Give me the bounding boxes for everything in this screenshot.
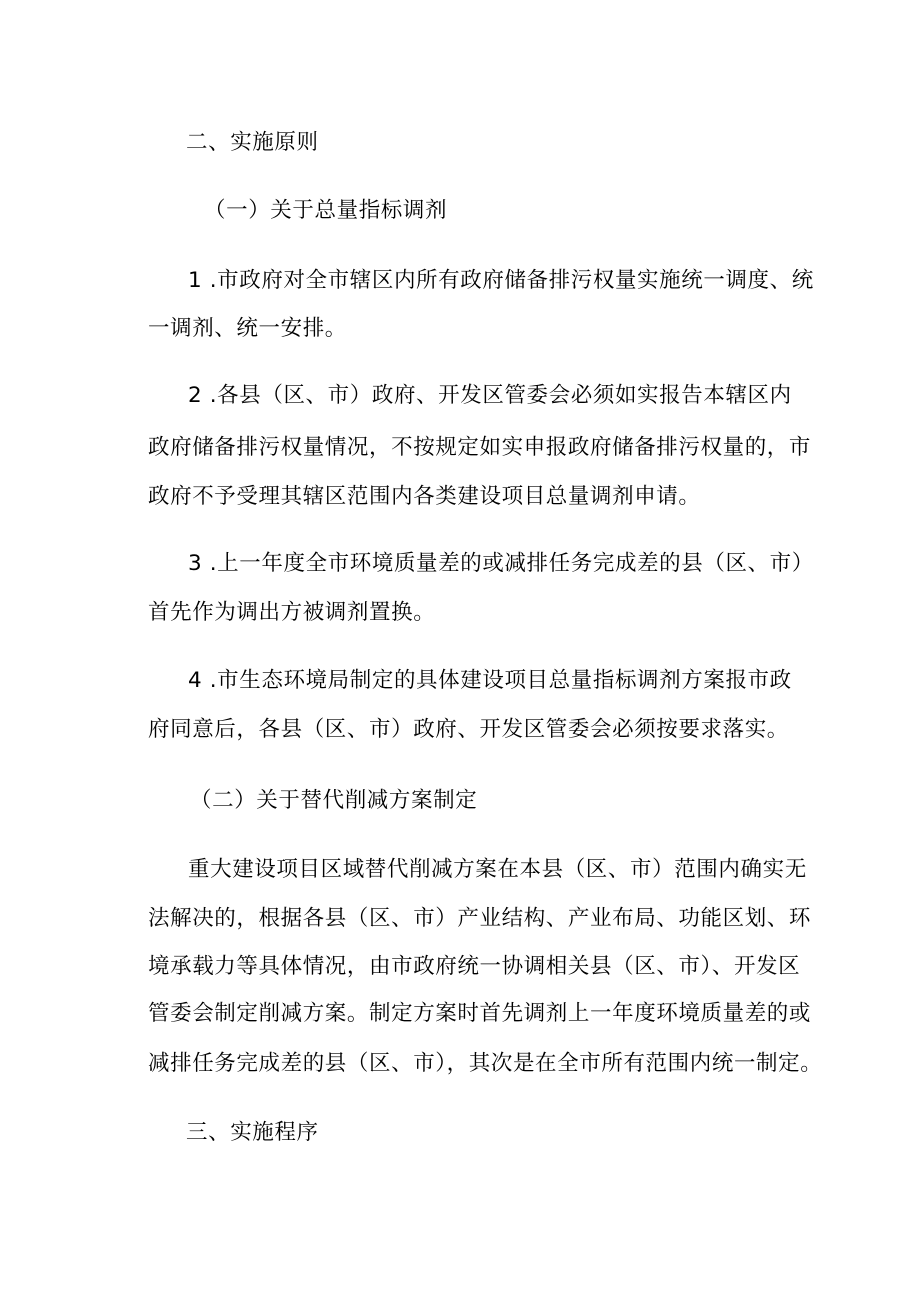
paragraph-line-1: 重大建设项目区域替代削减方案在本县（区、市）范围内确实无 (188, 857, 807, 882)
item-4-line-2: 府同意后，各县（区、市）政府、开发区管委会必须按要求落实。 (148, 717, 789, 742)
item-1-line-1: 1 .市政府对全市辖区内所有政府储备排污权量实施统一调度、统 (188, 268, 814, 293)
paragraph-line-2: 法解决的，根据各县（区、市）产业结构、产业布局、功能区划、环 (148, 906, 812, 931)
subsection-heading-replacement-plan: （二）关于替代削减方案制定 (190, 788, 478, 813)
section-heading-principles: 二、实施原则 (186, 130, 319, 155)
item-2-line-3: 政府不予受理其辖区范围内各类建设项目总量调剂申请。 (148, 484, 701, 509)
paragraph-line-3: 境承载力等具体情况，由市政府统一协调相关县（区、市）、开发区 (148, 954, 801, 979)
item-1-line-2: 一调剂、统一安排。 (148, 316, 347, 341)
item-2-line-1: 2 .各县（区、市）政府、开发区管委会必须如实报告本辖区内 (188, 383, 792, 408)
section-heading-procedure: 三、实施程序 (186, 1120, 319, 1145)
item-4-line-1: 4 .市生态环境局制定的具体建设项目总量指标调剂方案报市政 (188, 668, 792, 693)
item-3-line-1: 3 .上一年度全市环境质量差的或减排任务完成差的县（区、市） (188, 551, 814, 576)
paragraph-line-4: 管委会制定削减方案。制定方案时首先调剂上一年度环境质量差的或 (148, 1001, 812, 1026)
paragraph-line-5: 减排任务完成差的县（区、市），其次是在全市所有范围内统一制定。 (148, 1051, 823, 1076)
subsection-heading-quota-adjustment: （一）关于总量指标调剂 (204, 198, 448, 223)
item-2-line-2: 政府储备排污权量情况，不按规定如实申报政府储备排污权量的，市 (148, 435, 812, 460)
item-3-line-2: 首先作为调出方被调剂置换。 (148, 600, 436, 625)
